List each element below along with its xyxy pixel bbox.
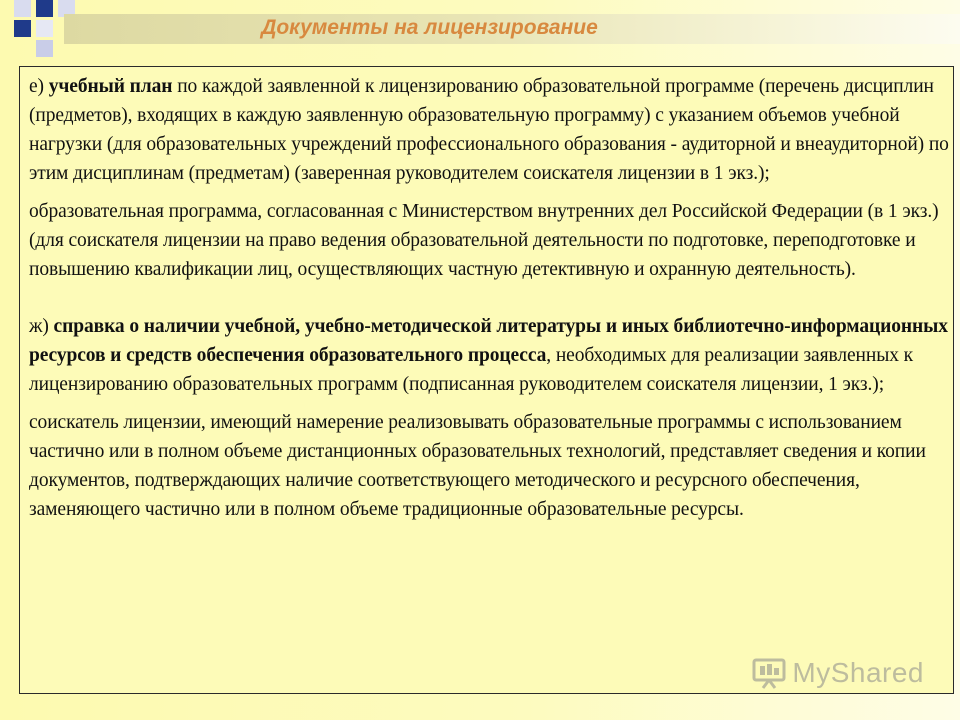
presentation-icon: [752, 656, 786, 690]
paragraph-distance-learning: [29, 408, 949, 524]
item-marker: ж): [29, 316, 54, 337]
paragraph-text: по каждой заявленной к лицензированию образовательной программе (перечень дисциплин (предметов), входящих в каждую заявленную образовательную программу) с указанием объемов учебной нагрузки (для образовательных учреждений профессионального образования - аудиторной и внеаудиторной) по этим дисциплинам (предметам) (заверенная руководителем соискателя лицензии в 1 экз.);: [29, 76, 949, 184]
decorative-square: [14, 0, 31, 17]
decorative-square: [36, 0, 53, 17]
paragraph-text: соискатель лицензии, имеющий намерение реализовывать образовательные программы с использованием частично или в полном объеме дистанционных образовательных технологий, представляет сведения и копии документов, подтверждающих наличие соответствующего методического и ресурсного обеспечения, заменяющего частично или в полном объеме традиционные образовательные ресурсы.: [29, 412, 926, 520]
watermark: [752, 656, 924, 690]
decorative-square: [14, 20, 31, 37]
title-bar: [64, 14, 960, 44]
bold-term: справка о наличии учебной, учебно-методической литературы и иных библиотечно-информационных ресурсов и средств обеспечения образовательного процесса: [29, 316, 948, 366]
item-marker: е): [29, 76, 49, 97]
paragraph-educational-program: [29, 197, 949, 284]
paragraph-curriculum: [29, 72, 949, 188]
decorative-square: [36, 20, 53, 37]
decorative-square: [36, 40, 53, 57]
paragraph-text: , необходимых для реализации заявленных к лицензированию образовательных программ (подписанная руководителем соискателя лицензии, 1 экз.);: [29, 345, 913, 395]
watermark-text: MyShared: [792, 657, 924, 688]
slide-title: Документы на лицензирование: [261, 16, 598, 39]
content-body: [29, 72, 949, 524]
paragraph-text: образовательная программа, согласованная с Министерством внутренних дел Российской Федерации (в 1 экз.) (для соискателя лицензии на право ведения образовательной деятельности по подготовке, переподготовке и повышению квалификации лиц, осуществляющих частную детективную и охранную деятельность).: [29, 201, 939, 280]
bold-term: учебный план: [48, 76, 173, 97]
paragraph-certificate: [29, 312, 949, 399]
